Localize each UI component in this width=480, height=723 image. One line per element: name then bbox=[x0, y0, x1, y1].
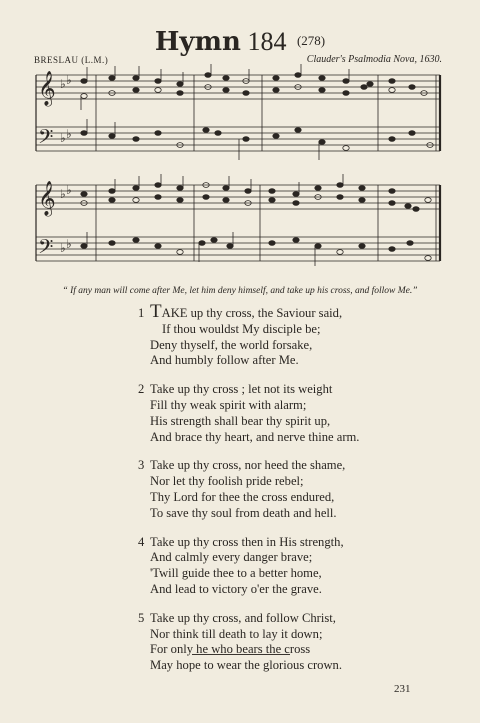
svg-text:♭: ♭ bbox=[66, 237, 72, 251]
verse-first-line bbox=[138, 301, 438, 322]
verse-number: 4 bbox=[138, 534, 145, 549]
verse-line: May hope to wear the glorious crown. bbox=[150, 658, 343, 673]
verse-first-line bbox=[138, 535, 438, 551]
svg-text:𝄞: 𝄞 bbox=[38, 71, 56, 106]
svg-text:♭: ♭ bbox=[60, 187, 66, 201]
verse-first-line bbox=[138, 458, 438, 474]
verse-line: And brace thy heart, and nerve thine arm. bbox=[150, 429, 360, 444]
verse-line: And humbly follow after Me. bbox=[150, 353, 299, 368]
verse-1 bbox=[138, 301, 438, 369]
verse-line: Nor let thy foolish pride rebel; bbox=[150, 474, 304, 489]
hymn-title bbox=[0, 26, 480, 57]
svg-text:♭: ♭ bbox=[66, 127, 72, 141]
verse-line: Deny thyself, the world forsake, bbox=[150, 337, 313, 352]
verse-line: If thou wouldst My disciple be; bbox=[162, 321, 321, 336]
verse-line: And lead to victory o'er the grave. bbox=[150, 581, 322, 596]
verse-5 bbox=[138, 611, 438, 674]
verse-line: Nor think till death to lay it down; bbox=[150, 626, 323, 641]
verse-first-line bbox=[138, 382, 438, 398]
verse-2 bbox=[138, 382, 438, 445]
verse-line: Take up thy cross ; let not its weight bbox=[150, 382, 333, 397]
verse-line: 'Twill guide thee to a better home, bbox=[150, 566, 322, 581]
music-system-2 bbox=[0, 174, 480, 278]
hymn-reference: (278) bbox=[296, 33, 326, 48]
tune-name: BRESLAU (L.M.) bbox=[34, 55, 109, 65]
hymn-verses bbox=[138, 301, 438, 687]
drop-cap: T bbox=[150, 301, 162, 322]
svg-text:𝄢: 𝄢 bbox=[38, 125, 54, 153]
verse-line: His strength shall bear thy spirit up, bbox=[150, 413, 331, 428]
verse-line: For only he who bears the cross bbox=[150, 642, 311, 657]
verse-line: Fill thy weak spirit with alarm; bbox=[150, 397, 307, 412]
verse-first-line bbox=[138, 611, 438, 627]
hymn-word: Hymn bbox=[154, 27, 241, 57]
verse-line: Take up thy cross then in His strength, bbox=[150, 534, 344, 549]
svg-text:♭: ♭ bbox=[66, 73, 72, 87]
tune-source: Clauder's Psalmodia Nova, 1630. bbox=[306, 54, 442, 65]
svg-text:𝄞: 𝄞 bbox=[38, 181, 56, 216]
verse-number: 3 bbox=[138, 458, 145, 473]
verse-line: Take up thy cross, nor heed the shame, bbox=[150, 458, 346, 473]
music-system-1 bbox=[0, 64, 480, 168]
verse-number: 5 bbox=[138, 610, 145, 625]
page-number: 231 bbox=[394, 683, 411, 695]
verse-line: And calmly every danger brave; bbox=[150, 550, 313, 565]
scripture-epigraph: “ If any man will come after Me, let him deny himself, and take up his cross, and follow Me.” bbox=[62, 286, 418, 296]
verse-number: 1 bbox=[138, 306, 145, 320]
verse-4 bbox=[138, 535, 438, 598]
verse-line: To save thy soul from death and hell. bbox=[150, 505, 337, 520]
svg-text:♭: ♭ bbox=[60, 241, 66, 255]
verse-3 bbox=[138, 458, 438, 521]
svg-text:♭: ♭ bbox=[66, 183, 72, 197]
hymn-number: 184 bbox=[247, 27, 287, 56]
verse-line: Thy Lord for thee the cross endured, bbox=[150, 489, 335, 504]
svg-text:♭: ♭ bbox=[60, 131, 66, 145]
verse-line: AKE up thy cross, the Saviour said, bbox=[161, 306, 343, 320]
verse-line: Take up thy cross, and follow Christ, bbox=[150, 610, 336, 625]
svg-text:𝄢: 𝄢 bbox=[38, 235, 54, 263]
verse-number: 2 bbox=[138, 382, 145, 397]
svg-text:♭: ♭ bbox=[60, 77, 66, 91]
closing-rule bbox=[192, 654, 290, 655]
